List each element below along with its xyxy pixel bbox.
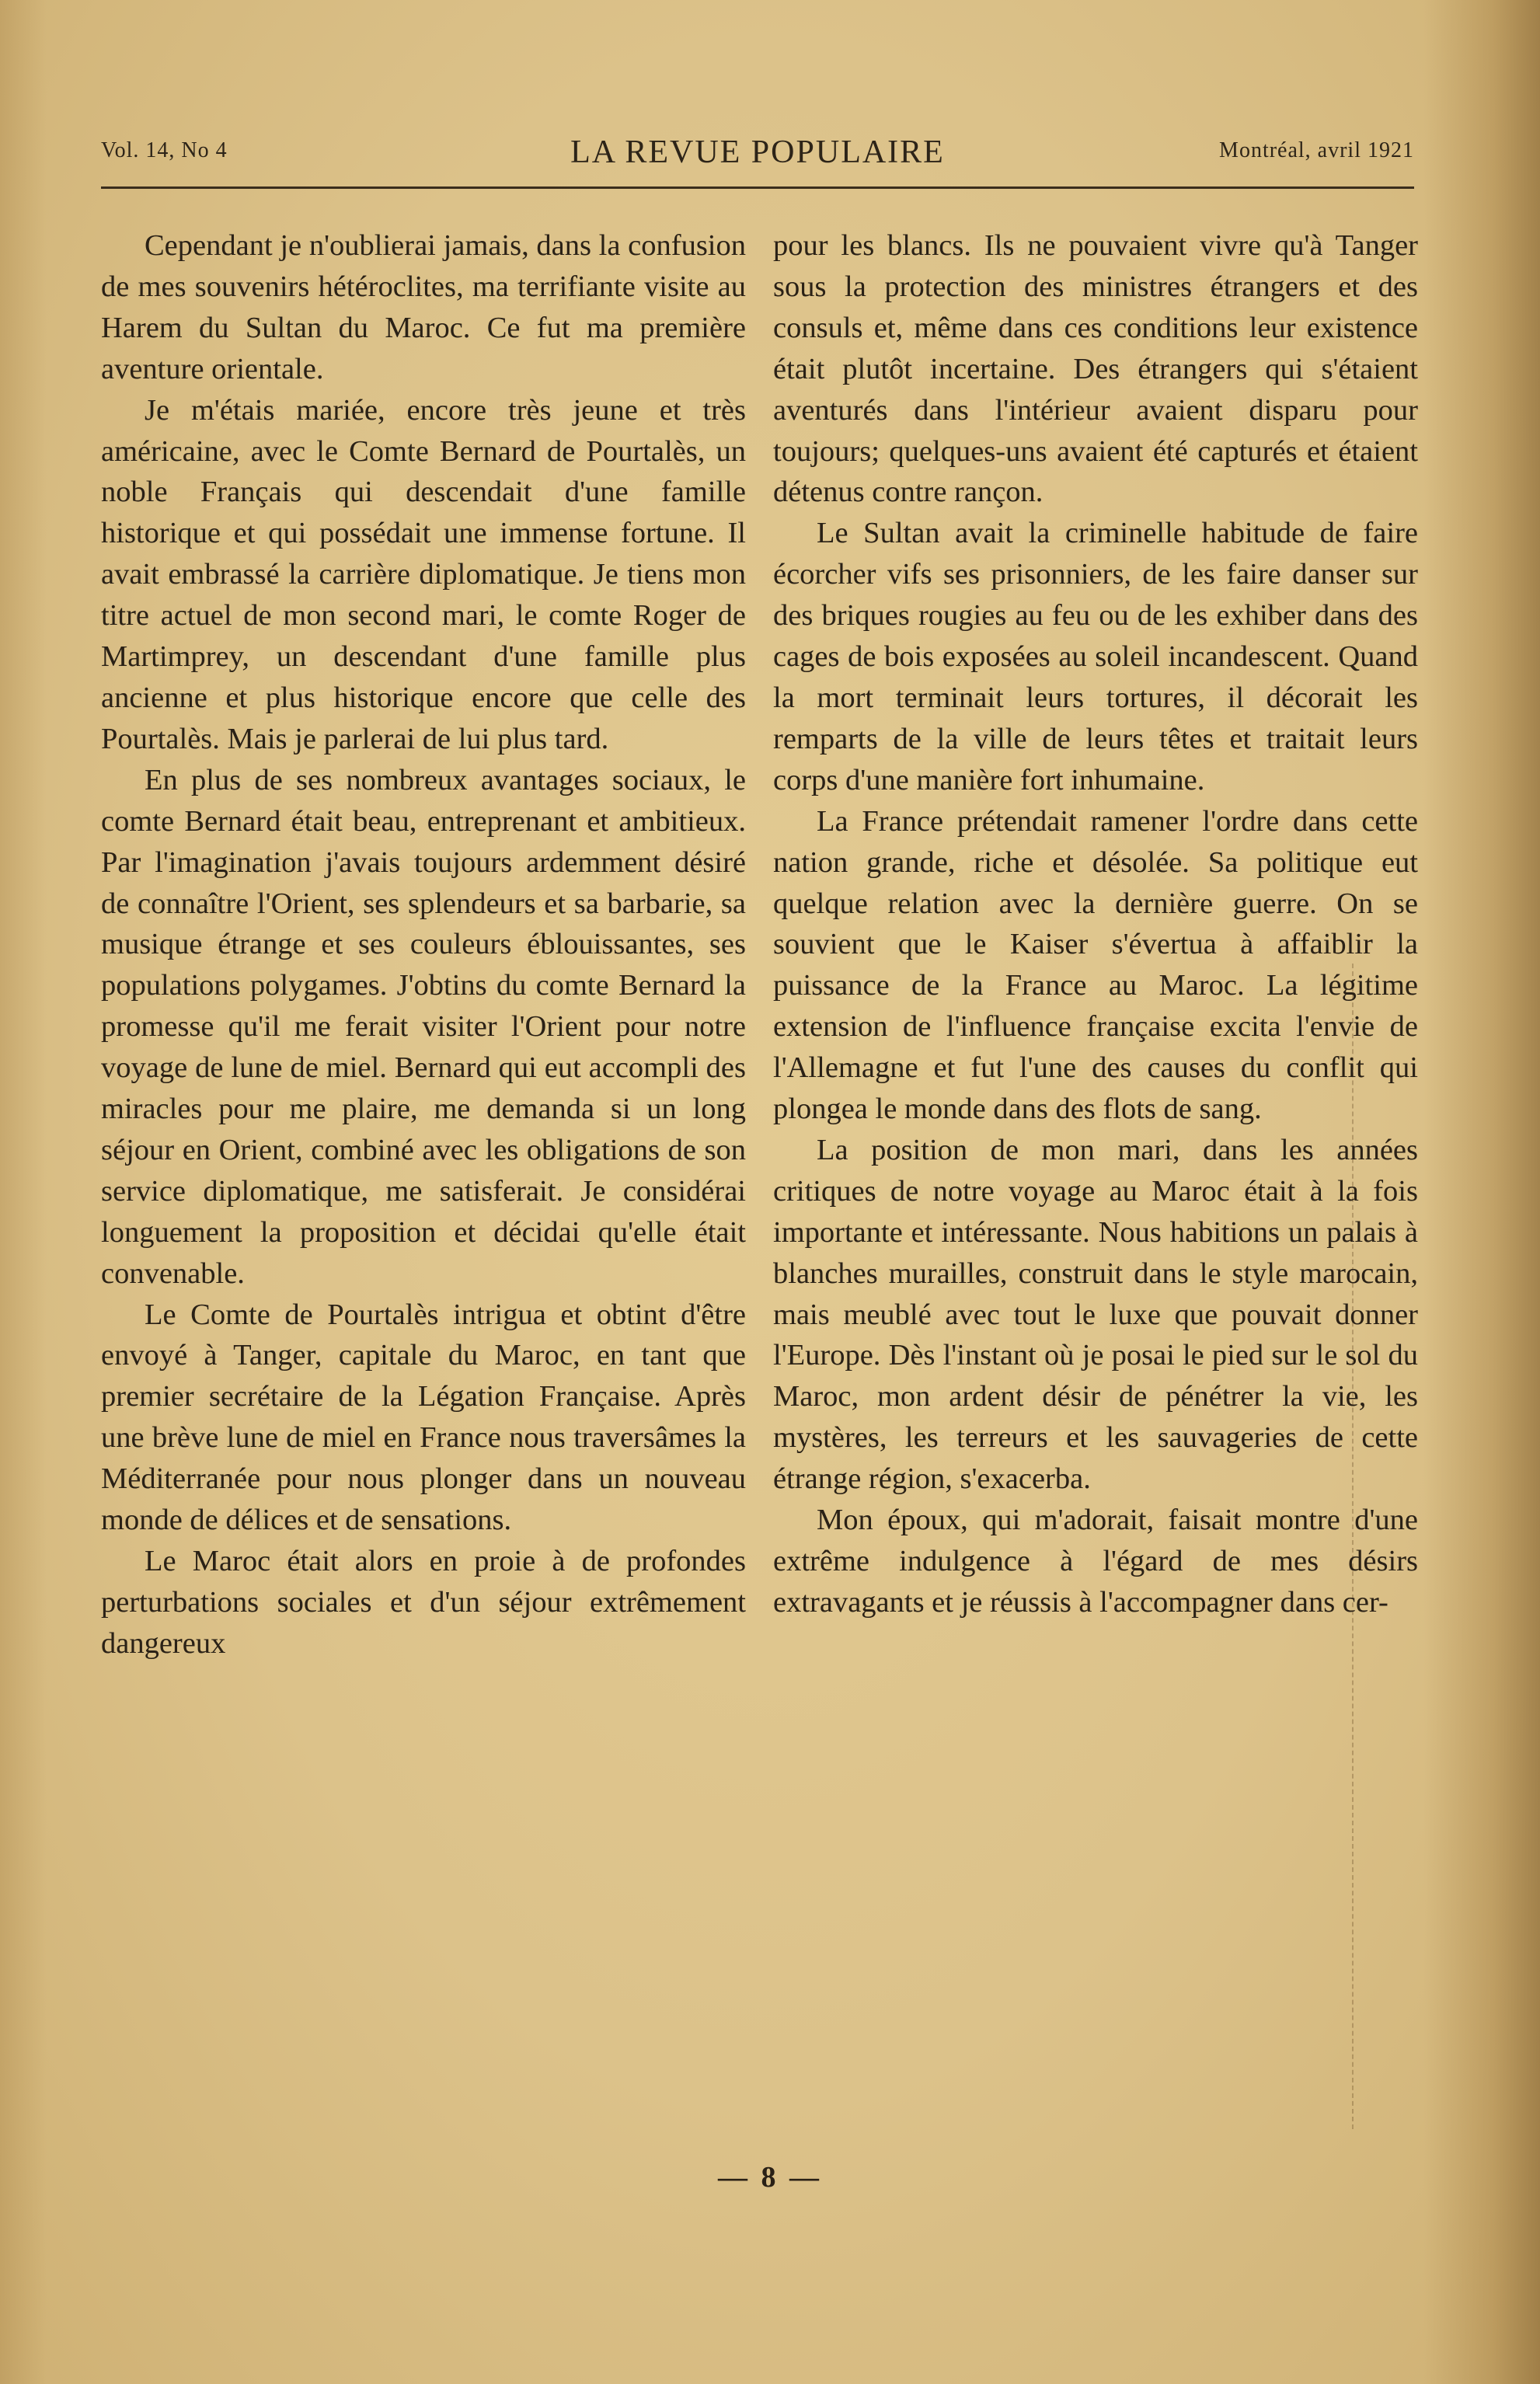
volume-issue: Vol. 14, No 4 [101, 138, 228, 162]
paragraph: Le Maroc était alors en proie à de profondes perturbations sociales et d'un séjour extrêmement dangereux [101, 1545, 746, 1660]
page-number: — 8 — [718, 2161, 822, 2194]
paragraph: En plus de ses nombreux avantages sociaux, le comte Bernard était beau, entreprenant et ambitieux. Par l'imagination j'avais toujours ardemment désiré de connaître l'Orient, ses splendeurs et sa barbarie, sa musique étrange et ses couleurs éblouissantes, ses populations polygames. J'obtins du comte Bernard la promesse qu'il me ferait visiter l'Orient pour notre voyage de lune de miel. Bernard qui eut accompli des miracles pour me plaire, me demanda si un long séjour en Orient, combiné avec les obligations de son service diplomatique, me satisferait. Je considérai longuement la proposition et décidai qu'elle était convenable. [101, 763, 746, 1290]
place-date: Montréal, avril 1921 [1219, 138, 1414, 162]
paragraph: pour les blancs. Ils ne pouvaient vivre qu'à Tanger sous la protection des ministres étrangers et des consuls et, même dans ces conditions leur existence était plutôt incertaine. Des étrangers qui s'étaient aventurés dans l'intérieur avaient disparu pour toujours; quelques-uns avaient été capturés et étaient détenus contre rançon. [773, 229, 1418, 509]
page-header [101, 134, 1414, 180]
paragraph: Le Comte de Pourtalès intrigua et obtint d'être envoyé à Tanger, capitale du Maroc, en tant que premier secrétaire de la Légation Française. Après une brève lune de miel en France nous traversâmes la Méditerranée pour nous plonger dans un nouveau monde de délices et de sensations. [101, 1298, 746, 1537]
paragraph: La position de mon mari, dans les années critiques de notre voyage au Maroc était à la fois importante et intéressante. Nous habitions un palais à blanches murailles, construit dans le style marocain, mais meublé avec tout le luxe que pouvait donner l'Europe. Dès l'instant où je posai le pied sur le sol du Maroc, mon ardent désir de pénétrer la vie, les mystères, les terreurs et les sauvageries de cette étrange région, s'exacerba. [773, 1133, 1418, 1496]
publication-title: LA REVUE POPULAIRE [570, 134, 945, 170]
paragraph: Je m'étais mariée, encore très jeune et très américaine, avec le Comte Bernard de Pourtalès, un noble Français qui descendait d'une famille historique et qui possédait une immense fortune. Il avait embrassé la carrière diplomatique. Je tiens mon titre actuel de mon second mari, le comte Roger de Martimprey, un descendant d'une famille plus ancienne et plus historique encore que celle des Pourtalès. Mais je parlerai de lui plus tard. [101, 393, 746, 755]
page-edge-shadow-left [0, 0, 47, 2384]
paragraph: Cependant je n'oublierai jamais, dans la confusion de mes souvenirs hétéroclites, ma terrifiante visite au Harem du Sultan du Maroc. Ce fut ma première aventure orientale. [101, 229, 746, 385]
header-rule [101, 186, 1414, 189]
paragraph: Mon époux, qui m'adorait, faisait montre d'une extrême indulgence à l'égard de mes désirs extravagants et je réussis à l'accompagner dans cer- [773, 1504, 1418, 1619]
right-column [773, 225, 1418, 1623]
paragraph: La France prétendait ramener l'ordre dans cette nation grande, riche et désolée. Sa politique eut quelque relation avec la dernière guerre. On se souvient que le Kaiser s'évertua à affaiblir la puissance de la France au Maroc. La légitime extension de l'influence française excita l'envie de l'Allemagne et fut l'une des causes du conflit qui plongea le monde dans des flots de sang. [773, 804, 1418, 1126]
paragraph: Le Sultan avait la criminelle habitude de faire écorcher vifs ses prisonniers, de les faire danser sur des briques rougies au feu ou de les exhiber dans des cages de bois exposées au soleil incandescent. Quand la mort terminait leurs tortures, il décorait les remparts de la ville de leurs têtes et traitait leurs corps d'une manière fort inhumaine. [773, 517, 1418, 796]
page-edge-shadow-right [1423, 0, 1540, 2384]
left-column [101, 225, 746, 1664]
